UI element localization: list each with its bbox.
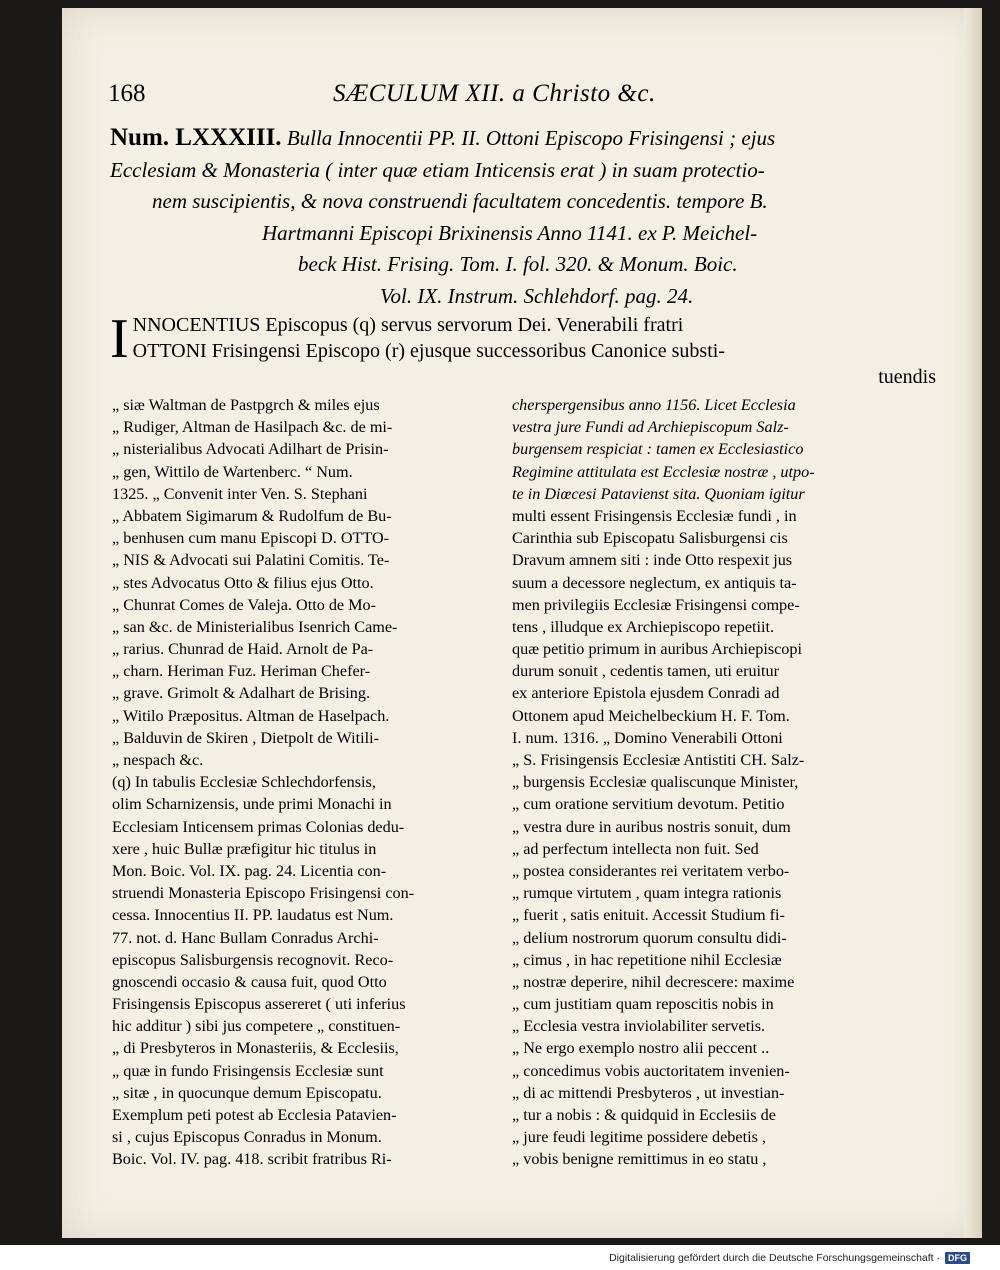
text-line: „ san &c. de Ministerialibus Isenrich Came- [112,617,398,636]
left-column [112,394,552,1171]
document-title [110,122,958,312]
text-line: „ S. Frisingensis Ecclesiæ Antistiti CH. Salz- [512,751,805,769]
text-line: cherspergensibus anno 1156. Licet Ecclesia [512,396,796,414]
footer-text: Digitalisierung gefördert durch die Deutsche Forschungsgemeinschaft · [609,1252,940,1264]
text-line: Mon. Boic. Vol. IX. pag. 24. Licentia con- [112,861,387,880]
text-line: „ vobis benigne remittimus in eo statu , [512,1150,767,1169]
text-line: „ Abbatem Sigimarum & Rudolfum de Bu- [112,506,392,525]
text-line: hic additur ) sibi jus competere „ constituen- [112,1017,401,1036]
text-line: Frisingensis Episcopus assereret ( uti inferius [112,995,406,1014]
text-line: Regimine attitulata est Ecclesiæ nostræ , utpo- [512,462,815,481]
text-line: Ottonem apud Meichelbeckium H. F. Tom. [512,706,790,725]
text-line: olim Scharnizensis, unde primi Monachi in [112,795,392,814]
text-line: „ Ne ergo exemplo nostro alii peccent .. [512,1039,770,1058]
text-line: (q) In tabulis Ecclesiæ Schlechdorfensis, [112,773,376,792]
text-line: burgensem respiciat : tamen ex Ecclesiastico [512,440,804,459]
text-line: „ jure feudi legitime possidere debetis , [512,1128,766,1147]
text-line: ex anteriore Epistola ejusdem Conradi ad [512,684,780,703]
text-line: „ gen, Wittilo de Wartenberc. “ Num. [112,462,353,481]
text-line: „ nostræ deperire, nihil decrescere: maxime [512,972,795,991]
text-line: „ rarius. Chunrad de Haid. Arnolt de Pa- [112,640,374,659]
dfg-logo: DFG [945,1252,970,1264]
title-line: beck Hist. Frising. Tom. I. fol. 320. & Monum. Boic. [298,252,738,276]
text-line: „ nespach &c. [112,751,204,769]
text-line: „ NIS & Advocati sui Palatini Comitis. Te- [112,551,390,570]
text-line: multi essent Frisingensis Ecclesiæ fundi , in [512,506,797,525]
text-line: 1325. „ Convenit inter Ven. S. Stephani [112,484,368,503]
text-line: „ postea considerantes rei veritatem verbo- [512,861,790,880]
text-line: 77. not. d. Hanc Bullam Conradus Archi- [112,928,379,947]
text-line: „ di Presbyteros in Monasteriis, & Ecclesiis, [112,1039,399,1058]
text-line: Ecclesiam Inticensem primas Colonias dedu- [112,817,405,836]
text-line: „ Witilo Præpositus. Altman de Haselpach. [112,706,390,725]
text-line: Boic. Vol. IV. pag. 418. scribit fratribus Ri- [112,1150,392,1169]
text-line: Exemplum peti potest ab Ecclesia Patavien- [112,1106,397,1124]
title-line: Hartmanni Episcopi Brixinensis Anno 1141. ex P. Meichel- [262,220,758,245]
intro-line: OTTONI Frisingensi Episcopo (r) ejusque successoribus Canonice substi- [132,340,725,362]
page-number: 168 [108,80,146,107]
text-line: „ rumque virtutem , quam integra rationis [512,884,782,903]
text-line: „ Ecclesia vestra inviolabiliter servetis. [512,1017,766,1036]
text-line: „ grave. Grimolt & Adalhart de Brising. [112,684,371,703]
intro-line: tuendis [878,366,936,388]
title-line: Ecclesiam & Monasteria ( inter quæ etiam Inticensis erat ) in suam protectio- [110,157,765,182]
text-line: suum a decessore neglectum, ex antiquis ta- [512,573,797,592]
text-line: „ vestra dure in auribus nostris sonuit, dum [512,817,791,836]
intro-paragraph [110,308,958,390]
text-line: „ ad perfectum intellecta non fuit. Sed [512,839,759,858]
text-line: Carinthia sub Episcopatu Salisburgensi cis [512,529,788,548]
text-line: si , cujus Episcopus Conradus in Monum. [112,1128,382,1147]
text-line: „ Balduvin de Skiren , Dietpolt de Witili- [112,728,379,747]
text-line: „ stes Advocatus Otto & filius ejus Otto. [112,573,374,592]
text-line: „ cum oratione servitium devotum. Petitio [512,795,785,814]
text-line: vestra jure Fundi ad Archiepiscopum Salz- [512,418,789,437]
text-line: „ siæ Waltman de Pastpgrch & miles ejus [112,396,380,414]
text-line: I. num. 1316. „ Domino Venerabili Ottoni [512,728,783,747]
title-line [110,122,958,155]
text-line: te in Diœcesi Patavienst sita. Quoniam igitur [512,484,805,503]
text-line: „ burgensis Ecclesiæ qualiscunque Minister, [512,773,799,792]
text-line: „ tur a nobis : & quidquid in Ecclesiis de [512,1106,776,1124]
text-line: xere , huic Bullæ præfigitur hic titulus in [112,839,377,858]
drop-cap: I [110,308,129,370]
title-line-text: Bulla Innocentii PP. II. Ottoni Episcopo Frisingensi ; ejus [286,126,776,150]
text-line: „ benhusen cum manu Episcopi D. OTTO- [112,529,390,548]
text-line: „ quæ in fundo Frisingensis Ecclesiæ sunt [112,1061,384,1080]
text-line: „ nisterialibus Advocati Adilhart de Prisin- [112,440,389,459]
text-line: quæ petitio primum in auribus Archiepiscopi [512,640,802,659]
text-line: „ delium nostrorum quorum consultu didi- [512,928,787,947]
text-line: „ Rudiger, Altman de Hasilpach &c. de mi- [112,418,393,437]
document-number: Num. LXXXIII. [110,124,282,151]
text-line: episcopus Salisburgensis recognovit. Reco- [112,950,394,969]
text-line: men privilegiis Ecclesiæ Frisingensi compe- [512,595,800,614]
title-line: Vol. IX. Instrum. Schlehdorf. pag. 24. [380,283,694,308]
running-head: SÆCULUM XII. a Christo &c. [333,80,656,107]
text-line: „ concedimus vobis auctoritatem invenien- [512,1061,790,1080]
page-gutter [964,8,982,1238]
text-line: „ sitæ , in quocunque demum Episcopatu. [112,1083,382,1102]
text-line: „ di ac mittendi Presbyteros , ut investian- [512,1083,785,1102]
text-line: „ charn. Heriman Fuz. Heriman Chefer- [112,662,371,681]
text-line: cessa. Innocentius II. PP. laudatus est Num. [112,906,394,925]
text-line: „ fuerit , satis enituit. Accessit Studium fi- [512,906,785,925]
text-line: „ cum justitiam quam reposcitis nobis in [512,995,774,1014]
text-line: gnoscendi occasio & causa fuit, quod Otto [112,972,387,991]
text-line: durum sonuit , cedentis tamen, uti eruitur [512,662,780,681]
footer-credit [609,1252,970,1264]
text-line: tens , illudque ex Archiepiscopo repetiit. [512,617,775,636]
title-line: nem suscipientis, & nova construendi facultatem concedentis. tempore B. [152,189,768,213]
text-line: Dravum amnem siti : inde Otto respexit jus [512,551,793,570]
intro-line: NNOCENTIUS Episcopus (q) servus servorum Dei. Venerabili fratri [132,314,684,336]
text-line: „ cimus , in hac repetitione nihil Ecclesiæ [512,950,782,969]
text-line: „ Chunrat Comes de Valeja. Otto de Mo- [112,595,377,614]
text-line: struendi Monasteria Episcopo Frisingensi con- [112,884,415,903]
right-column [512,394,952,1171]
